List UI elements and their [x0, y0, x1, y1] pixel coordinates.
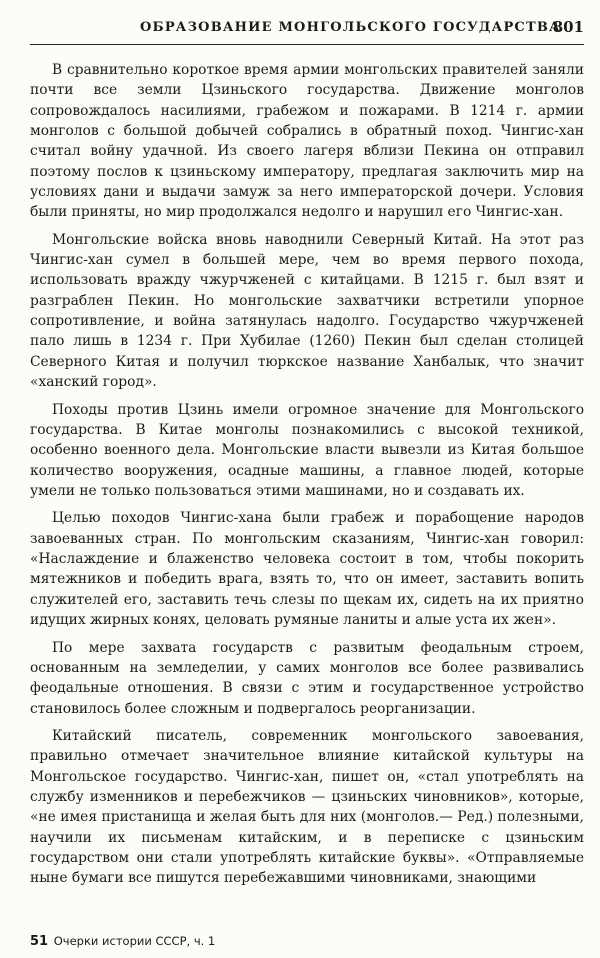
- printer-signature: 51: [30, 934, 49, 949]
- paragraph: Монгольские войска вновь наводнили Северный Китай. На этот раз Чингис-хан сумел в большей мере, чем во время первого похода, использовать вражду чжурчженей с китайцами. В 1215 г. был взят и разграблен Пекин. Но монгольские захватчики встретили упорное сопротивление, и война затянулась надолго. Государство чжурчженей пало лишь в 1234 г. При Хубилае (1260) Пекин был сделан столицей Северного Китая и получил тюркское название Ханбалык, что значит «ханский город».: [30, 231, 584, 390]
- paragraph: По мере захвата государств с развитым феодальным строем, основанным на земледелии, у самих монголов все более развивались феодальные отношения. В связи с этим и государственное устройство становилось более сложным и подвергалось реорганизации.: [30, 639, 584, 717]
- paragraph: Целью походов Чингис-хана были грабеж и порабощение народов завоеванных стран. По монгольским сказаниям, Чингис-хан говорил: «Наслаждение и блаженство человека состоит в том, чтобы покорить мятежников и победить врага, взять то, что он имеет, заставить вопить служителей его, заставить течь слезы по щекам их, сидеть на их приятно идущих жирных конях, целовать румяные ланиты и алые уста их жен».: [30, 510, 584, 629]
- running-title: ОБРАЗОВАНИЕ МОНГОЛЬСКОГО ГОСУДАРСТВА: [140, 20, 561, 35]
- paragraph: Походы против Цзинь имели огромное значение для Монгольского государства. В Китае монголы познакомились с высокой техникой, особенно военного дела. Монгольские власти вывезли из Китая большое количество вооружения, осадные машины, а главное людей, которые умели не только пользоваться этими машинами, но и создавать их.: [30, 401, 584, 499]
- paragraph: В сравнительно короткое время армии монгольских правителей заняли почти все земли Цзиньского государства. Движение монголов сопровождалось насилиями, грабежом и пожарами. В 1214 г. армии монголов с большой добычей собрались в обратный поход. Чингис-хан считал войну удачной. Из своего лагеря вблизи Пекина он отправил поэтому послов к цзиньскому императору, предлагая заключить мир на условиях дани и выдачи замуж за него императорской дочери. Условия были приняты, но мир продолжался недолго и нарушил его Чингис-хан.: [30, 62, 584, 221]
- body-text: [30, 60, 584, 896]
- footer-text: Очерки истории СССР, ч. 1: [53, 934, 216, 948]
- page-footer: [30, 934, 215, 949]
- page-number: 801: [552, 18, 584, 36]
- paragraph: Китайский писатель, современник монгольского завоевания, правильно отмечает значительное влияние китайской культуры на Монгольское государство. Чингис-хан, пишет он, «стал употреблять на службу изменников и перебежчиков — цзиньских чиновников», которые, «не имея пристанища и желая быть для них (монголов.— Ред.) полезными, научили их письменам китайским, и в переписке с цзиньским государством они стали употреблять китайские буквы». «Отправляемые ныне бумаги все пишутся перебежавшими чиновниками, знающими: [30, 728, 584, 887]
- running-header: [30, 14, 584, 45]
